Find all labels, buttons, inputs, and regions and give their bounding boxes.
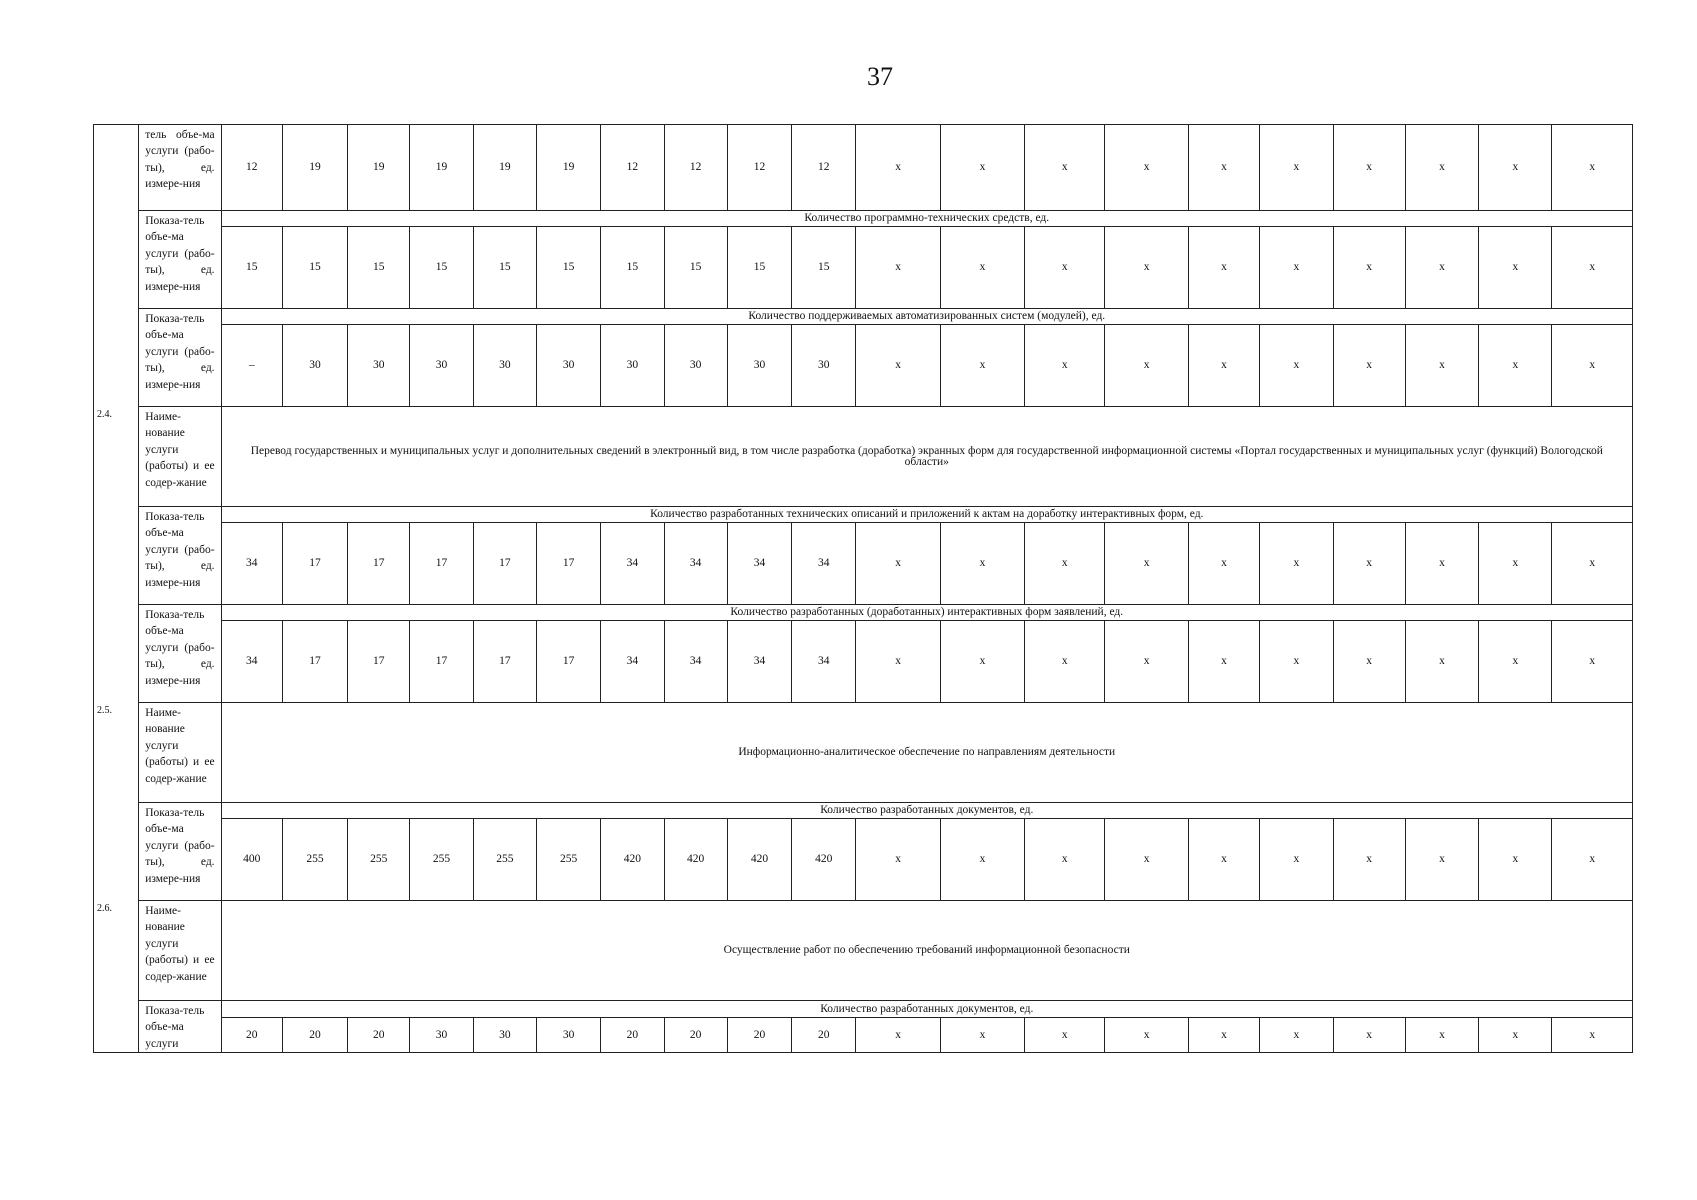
indicator-label: тель объе-ма услуги (рабо-ты), ед. измере-ния: [139, 125, 221, 211]
value-cell: x: [940, 523, 1024, 605]
value-cell: 34: [221, 523, 282, 605]
value-cell: 255: [536, 819, 600, 901]
indicator-title: Количество поддерживаемых автоматизированных систем (модулей), ед.: [221, 309, 1632, 325]
value-cell: x: [940, 125, 1024, 211]
value-cell: 20: [221, 1018, 282, 1053]
value-cell: x: [1188, 523, 1259, 605]
value-cell: 17: [348, 621, 410, 703]
value-cell: 255: [282, 819, 347, 901]
value-cell: 30: [410, 325, 473, 407]
value-cell: 400: [221, 819, 282, 901]
indicator-label: Показа-тель объе-ма услуги (рабо-ты), ед. измере-ния: [139, 211, 221, 309]
value-cell: x: [1260, 523, 1333, 605]
value-cell: x: [1105, 819, 1188, 901]
value-cell: 30: [473, 325, 536, 407]
value-cell: 15: [221, 227, 282, 309]
value-cell: x: [1552, 819, 1633, 901]
value-cell: x: [1479, 227, 1552, 309]
page-number: 37: [867, 62, 893, 91]
value-cell: x: [940, 621, 1024, 703]
value-cell: 19: [282, 125, 347, 211]
indicator-label: Показа-тель объе-ма услуги: [139, 1001, 221, 1053]
service-description: Информационно-аналитическое обеспечение по направлениям деятельности: [221, 703, 1632, 803]
value-cell: x: [1405, 523, 1478, 605]
value-cell: x: [940, 819, 1024, 901]
value-cell: 15: [536, 227, 600, 309]
indicator-title: Количество программно-технических средств, ед.: [221, 211, 1632, 227]
value-cell: 30: [727, 325, 791, 407]
value-cell: x: [1025, 325, 1105, 407]
value-cell: 255: [473, 819, 536, 901]
value-cell: 19: [473, 125, 536, 211]
service-description: Осуществление работ по обеспечению требований информационной безопасности: [221, 901, 1632, 1001]
value-cell: x: [1188, 819, 1259, 901]
value-cell: x: [1405, 621, 1478, 703]
value-cell: 30: [601, 325, 664, 407]
value-cell: x: [1405, 227, 1478, 309]
value-cell: 34: [664, 621, 727, 703]
value-cell: x: [1479, 523, 1552, 605]
indicator-label: Показа-тель объе-ма услуги (рабо-ты), ед. измере-ния: [139, 605, 221, 703]
value-cell: x: [1260, 621, 1333, 703]
value-cell: 34: [601, 523, 664, 605]
value-cell: 19: [410, 125, 473, 211]
value-cell: 17: [536, 523, 600, 605]
value-cell: x: [1333, 1018, 1405, 1053]
value-cell: x: [1552, 325, 1633, 407]
value-cell: x: [1105, 227, 1188, 309]
row-number-cell: [94, 211, 139, 309]
value-cell: x: [940, 227, 1024, 309]
service-description: Перевод государственных и муниципальных услуг и дополнительных сведений в электронный вид, в том числе разработка (доработка) экранных форм для государственной информационной системы «Портал государственных и муниципальных услуг (функций) Вологодской области»: [221, 407, 1632, 507]
value-cell: 34: [727, 621, 791, 703]
value-cell: 19: [536, 125, 600, 211]
value-cell: x: [1552, 227, 1633, 309]
value-cell: x: [1479, 325, 1552, 407]
value-cell: x: [856, 325, 940, 407]
value-cell: x: [1552, 523, 1633, 605]
value-cell: 15: [601, 227, 664, 309]
value-cell: 34: [664, 523, 727, 605]
value-cell: 30: [664, 325, 727, 407]
value-cell: 15: [348, 227, 410, 309]
value-cell: x: [1479, 819, 1552, 901]
value-cell: x: [1405, 325, 1478, 407]
value-cell: x: [1260, 1018, 1333, 1053]
service-name-label: Наиме-нование услуги (работы) и ее содер-жание: [139, 901, 221, 1001]
value-cell: 30: [473, 1018, 536, 1053]
value-cell: x: [1333, 819, 1405, 901]
value-cell: 17: [282, 621, 347, 703]
value-cell: 19: [348, 125, 410, 211]
value-cell: x: [856, 621, 940, 703]
value-cell: x: [1479, 621, 1552, 703]
value-cell: 34: [601, 621, 664, 703]
value-cell: 17: [282, 523, 347, 605]
value-cell: 12: [221, 125, 282, 211]
value-cell: x: [856, 227, 940, 309]
value-cell: 30: [536, 1018, 600, 1053]
value-cell: x: [1105, 621, 1188, 703]
value-cell: x: [1025, 523, 1105, 605]
value-cell: x: [1405, 819, 1478, 901]
row-number-cell: [94, 507, 139, 605]
value-cell: x: [1479, 1018, 1552, 1053]
value-cell: 20: [664, 1018, 727, 1053]
indicator-title: Количество разработанных документов, ед.: [221, 1001, 1632, 1018]
indicator-title: Количество разработанных (доработанных) интерактивных форм заявлений, ед.: [221, 605, 1632, 621]
value-cell: 420: [601, 819, 664, 901]
service-name-label: Наиме-нование услуги (работы) и ее содер-жание: [139, 703, 221, 803]
value-cell: 17: [473, 621, 536, 703]
value-cell: 420: [792, 819, 856, 901]
value-cell: x: [1333, 125, 1405, 211]
value-cell: 17: [410, 621, 473, 703]
value-cell: 30: [536, 325, 600, 407]
section-number: 2.5.: [94, 703, 139, 803]
value-cell: 30: [410, 1018, 473, 1053]
value-cell: x: [940, 1018, 1024, 1053]
value-cell: x: [1188, 227, 1259, 309]
value-cell: 420: [727, 819, 791, 901]
indicator-label: Показа-тель объе-ма услуги (рабо-ты), ед. измере-ния: [139, 309, 221, 407]
value-cell: x: [1105, 325, 1188, 407]
value-cell: x: [1405, 125, 1478, 211]
value-cell: 255: [348, 819, 410, 901]
value-cell: 17: [536, 621, 600, 703]
value-cell: x: [856, 125, 940, 211]
value-cell: x: [856, 1018, 940, 1053]
value-cell: x: [1552, 1018, 1633, 1053]
value-cell: 17: [410, 523, 473, 605]
value-cell: x: [1025, 1018, 1105, 1053]
row-number-cell: [94, 125, 139, 211]
value-cell: x: [1105, 125, 1188, 211]
value-cell: x: [1333, 621, 1405, 703]
value-cell: 255: [410, 819, 473, 901]
value-cell: x: [1260, 819, 1333, 901]
value-cell: x: [1188, 125, 1259, 211]
value-cell: 17: [473, 523, 536, 605]
value-cell: 15: [727, 227, 791, 309]
value-cell: x: [1188, 325, 1259, 407]
value-cell: x: [856, 523, 940, 605]
service-name-label: Наиме-нование услуги (работы) и ее содер-жание: [139, 407, 221, 507]
value-cell: x: [1025, 227, 1105, 309]
row-number-cell: [94, 803, 139, 901]
value-cell: x: [940, 325, 1024, 407]
value-cell: 15: [410, 227, 473, 309]
value-cell: 15: [473, 227, 536, 309]
value-cell: 17: [348, 523, 410, 605]
value-cell: x: [1333, 227, 1405, 309]
value-cell: x: [1260, 325, 1333, 407]
value-cell: x: [1025, 125, 1105, 211]
value-cell: 20: [601, 1018, 664, 1053]
value-cell: x: [1552, 621, 1633, 703]
value-cell: 34: [792, 523, 856, 605]
indicator-label: Показа-тель объе-ма услуги (рабо-ты), ед. измере-ния: [139, 507, 221, 605]
value-cell: x: [1260, 227, 1333, 309]
row-number-cell: [94, 1001, 139, 1053]
section-number: 2.4.: [94, 407, 139, 507]
row-number-cell: [94, 309, 139, 407]
value-cell: 20: [727, 1018, 791, 1053]
value-cell: x: [1479, 125, 1552, 211]
value-cell: x: [1025, 819, 1105, 901]
value-cell: 420: [664, 819, 727, 901]
value-cell: –: [221, 325, 282, 407]
value-cell: x: [1552, 125, 1633, 211]
value-cell: 15: [664, 227, 727, 309]
value-cell: x: [856, 819, 940, 901]
value-cell: 20: [282, 1018, 347, 1053]
value-cell: 15: [282, 227, 347, 309]
value-cell: 12: [664, 125, 727, 211]
section-number: 2.6.: [94, 901, 139, 1001]
indicator-title: Количество разработанных документов, ед.: [221, 803, 1632, 819]
value-cell: x: [1188, 1018, 1259, 1053]
row-number-cell: [94, 605, 139, 703]
value-cell: 30: [792, 325, 856, 407]
value-cell: 34: [792, 621, 856, 703]
value-cell: x: [1105, 1018, 1188, 1053]
value-cell: x: [1333, 325, 1405, 407]
value-cell: 15: [792, 227, 856, 309]
value-cell: x: [1260, 125, 1333, 211]
indicators-table: [93, 124, 1633, 1053]
value-cell: 12: [601, 125, 664, 211]
value-cell: 12: [792, 125, 856, 211]
value-cell: 20: [792, 1018, 856, 1053]
indicator-title: Количество разработанных технических описаний и приложений к актам на доработку интерактивных форм, ед.: [221, 507, 1632, 523]
value-cell: x: [1105, 523, 1188, 605]
value-cell: x: [1405, 1018, 1478, 1053]
value-cell: 20: [348, 1018, 410, 1053]
value-cell: 30: [282, 325, 347, 407]
value-cell: x: [1025, 621, 1105, 703]
value-cell: 34: [221, 621, 282, 703]
indicator-label: Показа-тель объе-ма услуги (рабо-ты), ед. измере-ния: [139, 803, 221, 901]
value-cell: x: [1333, 523, 1405, 605]
value-cell: x: [1188, 621, 1259, 703]
value-cell: 34: [727, 523, 791, 605]
value-cell: 12: [727, 125, 791, 211]
value-cell: 30: [348, 325, 410, 407]
